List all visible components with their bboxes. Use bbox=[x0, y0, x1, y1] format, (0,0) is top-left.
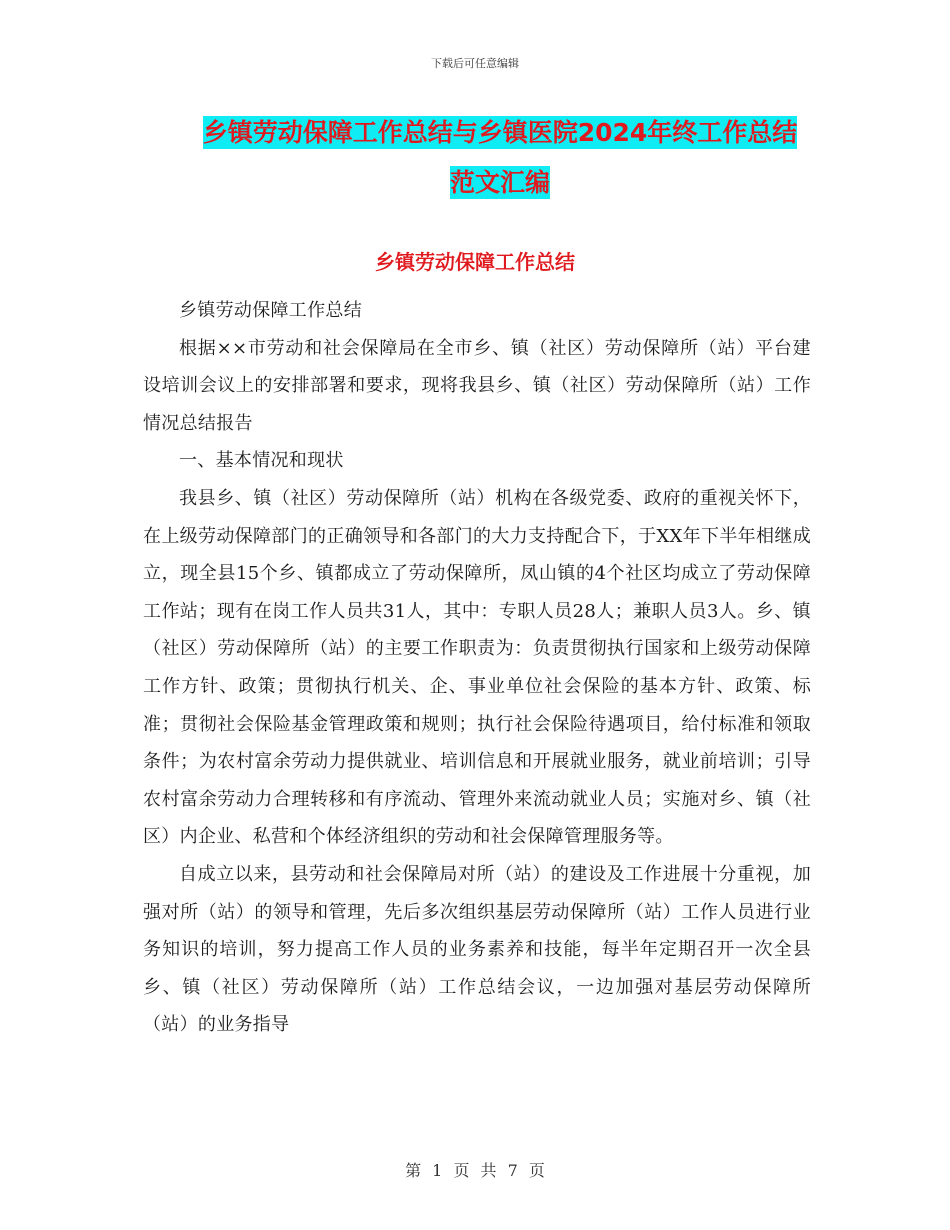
header-note: 下载后可任意编辑 bbox=[431, 57, 519, 70]
paragraph: 自成立以来，县劳动和社会保障局对所（站）的建设及工作进展十分重视，加强对所（站）的领导和管理，先后多次组织基层劳动保障所（站）工作人员进行业务知识的培训，努力提高工作人员的业务素养和技能，每半年定期召开一次全县乡、镇（社区）劳动保障所（站）工作总结会议，一边加强对基层劳动保障所（站）的业务指导 bbox=[143, 863, 811, 1036]
section-title: 乡镇劳动保障工作总结 bbox=[375, 250, 575, 274]
page-number-footer: 第 1 页 共 7 页 bbox=[405, 1161, 545, 1180]
paragraph: 我县乡、镇（社区）劳动保障所（站）机构在各级党委、政府的重视关怀下，在上级劳动保障部门的正确领导和各部门的大力支持配合下，于XX年下半年相继成立，现全县15个乡、镇都成立了劳动保障所，凤山镇的4个社区均成立了劳动保障工作站；现有在岗工作人员共31人，其中：专职人员28人；兼职人员3人。乡、镇（社区）劳动保障所（站）的主要工作职责为：负责贯彻执行国家和上级劳动保障工作方针、政策；贯彻执行机关、企、事业单位社会保险的基本方针、政策、标准；贯彻社会保险基金管理政策和规则；执行社会保险待遇项目，给付标准和领取条件；为农村富余劳动力提供就业、培训信息和开展就业服务，就业前培训；引导农村富余劳动力合理转移和有序流动、管理外来流动就业人员；实施对乡、镇（社区）内企业、私营和个体经济组织的劳动和社会保障管理服务等。 bbox=[143, 487, 811, 848]
document-title-line-1: 乡镇劳动保障工作总结与乡镇医院2024年终工作总结 bbox=[202, 118, 798, 147]
document-title-line-2: 范文汇编 bbox=[449, 168, 550, 197]
paragraph: 乡镇劳动保障工作总结 bbox=[179, 300, 362, 321]
paragraph: 根据××市劳动和社会保障局在全市乡、镇（社区）劳动保障所（站）平台建设培训会议上的安排部署和要求，现将我县乡、镇（社区）劳动保障所（站）工作情况总结报告 bbox=[143, 337, 811, 434]
document-title bbox=[150, 108, 850, 208]
document-body bbox=[143, 292, 811, 1044]
paragraph: 一、基本情况和现状 bbox=[179, 450, 344, 472]
